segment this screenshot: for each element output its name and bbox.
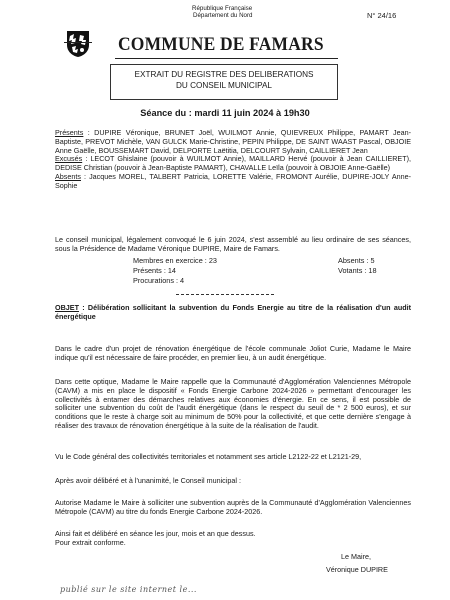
section-divider [176,294,274,295]
paragraph-cavm: Dans cette optique, Madame le Maire rappelle que la Communauté d'Agglomération Valenciennes Métropole (CAVM) a mis en place le dispositif « Fonds Energie Carbone 2024-2026 » permettant d'encourager les collectivités à entamer des démarches relatives aux économies d'énergie. En ce sens, il est possible de solliciter une subvention du coût de l'audit énergétique (dans le respect du seuil de * 2 500 euros), et sur conditions que le reste à charge soit au minimum de 50% pour la collectivité, et que cette dernière s'engage à réaliser des travaux de rénovation énergétique à la suite de la réalisation de l'audit. [55,377,411,430]
convocation-paragraph: Le conseil municipal, légalement convoqué le 6 juin 2024, s'est assemblé au lieu ordinaire de ses séances, sous la Présidence de Madame Véronique DUPIRE, Maire de Famars. [55,235,411,253]
presents-list: : DUPIRE Véronique, BRUNET Joël, WUILMOT Annie, QUIEVREUX Philippe, PAMART Jean-Baptiste, PREVOT Michèle, VAN GULCK Marie-Christine, PEPIN Philippe, DE SAINT WAAST Pascal, OBJOIE Anne Gaëlle, BOUSSEMART David, DELPORTE Laëtitia, DELCOURT Sylvain, CAILLIERET Jean [55,128,411,155]
paragraph-code: Vu le Code général des collectivités territoriales et notamment ses article L2122-22 et L2121-29, [55,452,362,461]
register-line-1: EXTRAIT DU REGISTRE DES DELIBERATIONS [134,70,314,79]
attendance-block [55,129,411,191]
paragraph-authorization: Autorise Madame le Maire à solliciter une subvention auprès de la Communauté d'Agglomération Valenciennes Métropole (CAVM) au titre du fonds Energie Carbone 2024-2026. [55,498,411,516]
department-label: Département du Nord [193,12,253,19]
excuses-label: Excusés [55,154,83,164]
absents-label: Absents [55,171,81,181]
count-exercice: Membres en exercice : 23 [133,256,217,265]
count-presents: Présents : 14 [133,266,176,275]
objet-label: OBJET [55,303,79,312]
deliberation-number: N° 24/16 [367,11,397,20]
paragraph-project: Dans le cadre d'un projet de rénovation énergétique de l'école communale Joliot Curie, Madame le Maire indique qu'il est nécessaire de faire procéder, en premier lieu, à un audit énergétique. [55,344,411,362]
paragraph-certified: Pour extrait conforme. [55,538,126,547]
signature-title: Le Maire, [341,552,371,561]
objet-block [55,304,411,322]
count-votants: Votants : 18 [338,266,377,275]
excuses-list: : LECOT Ghislaine (pouvoir à WUILMOT Annie), MAILLARD Hervé (pouvoir à Jean CAILLIERET), DEDISE Christian (pouvoir à Jean-Baptiste PAMART), CHAVALLE Leïla (pouvoir à OBJOIE Anne-Gaëlle) [55,154,412,173]
register-extract-box [110,64,338,100]
commune-title: COMMUNE DE FAMARS [118,34,324,55]
count-procurations: Procurations : 4 [133,276,185,285]
paragraph-deliberation: Après avoir délibéré et à l'unanimité, le Conseil municipal : [55,476,241,485]
register-line-2: DU CONSEIL MUNICIPAL [176,80,272,90]
count-absents: Absents : 5 [338,256,375,265]
paragraph-closing: Ainsi fait et délibéré en séance les jour, mois et an que dessus. [55,529,256,538]
signature-name: Véronique DUPIRE [326,565,388,574]
session-date: Séance du : mardi 11 juin 2024 à 19h30 [140,108,310,118]
presents-label: Présents [55,128,84,137]
republic-label: République Française [192,5,253,12]
absents-list: : Jacques MOREL, TALBERT Patricia, LORETTE Valérie, FROMONT Aurélie, DUPIRE-JOLY Anne-Sophie [55,171,411,190]
objet-text: : Délibération sollicitant la subvention du Fonds Energie au titre de la réalisation d'un audit énergétique [55,303,411,321]
coat-of-arms-icon [66,30,90,58]
title-underline [115,58,338,59]
handwritten-note: publié sur le site internet le... [60,585,197,594]
crest-rule [64,42,92,43]
